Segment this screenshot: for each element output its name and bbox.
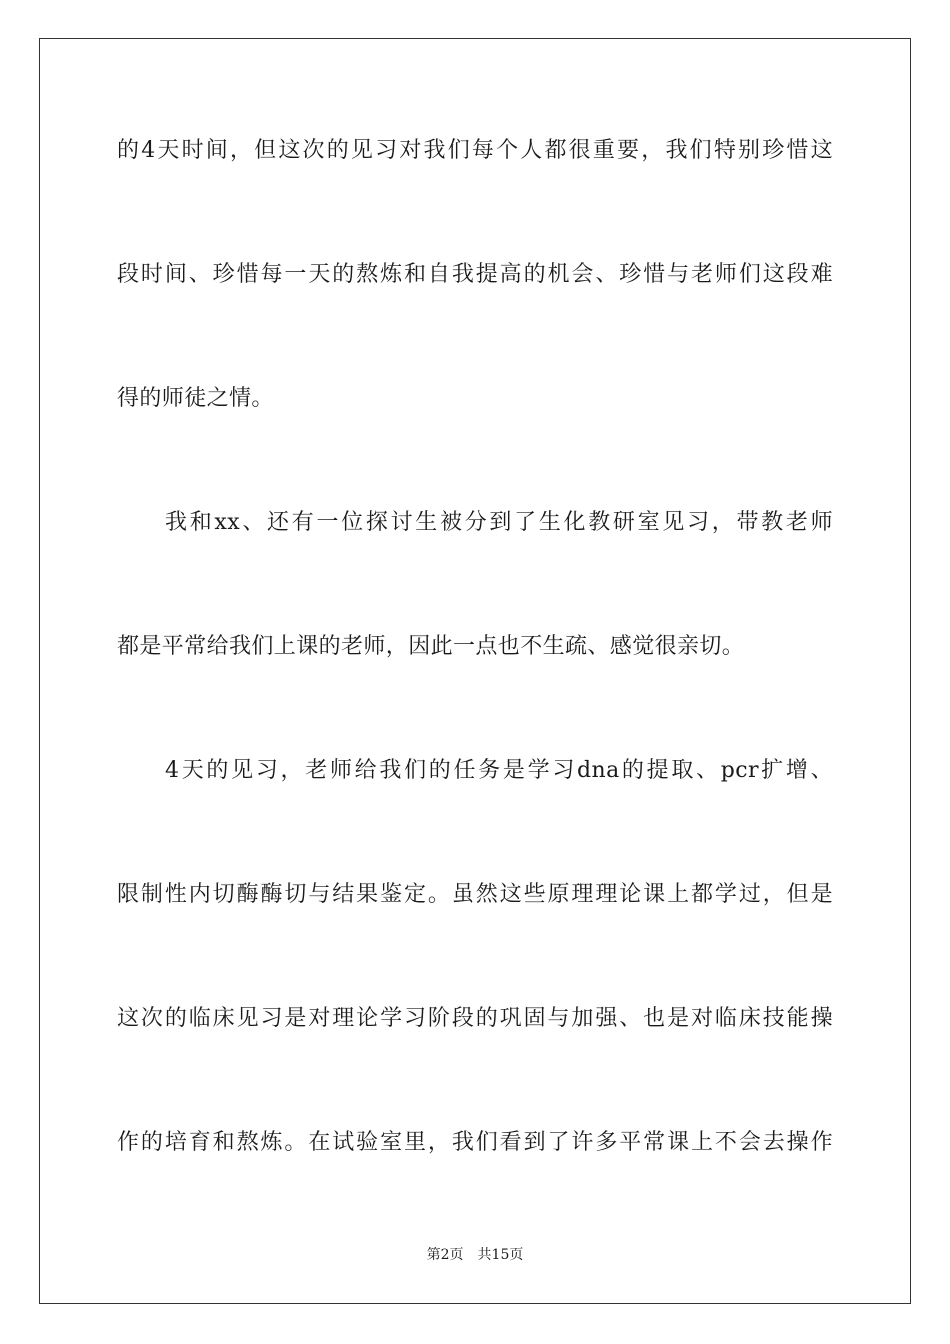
text-line: 段时间、珍惜每一天的熬炼和自我提高的机会、珍惜与老师们这段难 bbox=[117, 262, 833, 287]
page-total: 共15页 bbox=[477, 1247, 524, 1263]
page-footer bbox=[0, 1246, 950, 1264]
text-line: 作的培育和熬炼。在试验室里，我们看到了许多平常课上不会去操作 bbox=[117, 1130, 833, 1155]
text-line: 都是平常给我们上课的老师，因此一点也不生疏、感觉很亲切。 bbox=[117, 634, 745, 659]
text-line: 限制性内切酶酶切与结果鉴定。虽然这些原理理论课上都学过，但是 bbox=[117, 882, 833, 907]
page-number: 第2页 bbox=[426, 1247, 464, 1263]
page-border bbox=[39, 38, 911, 1304]
text-line: 的4天时间，但这次的见习对我们每个人都很重要，我们特别珍惜这 bbox=[117, 138, 833, 163]
text-line: 我和xx、还有一位探讨生被分到了生化教研室见习，带教老师 bbox=[165, 510, 833, 535]
text-line: 4天的见习，老师给我们的任务是学习dna的提取、pcr扩增、 bbox=[165, 758, 833, 783]
text-line: 得的师徒之情。 bbox=[117, 386, 274, 411]
text-line: 这次的临床见习是对理论学习阶段的巩固与加强、也是对临床技能操 bbox=[117, 1006, 833, 1031]
